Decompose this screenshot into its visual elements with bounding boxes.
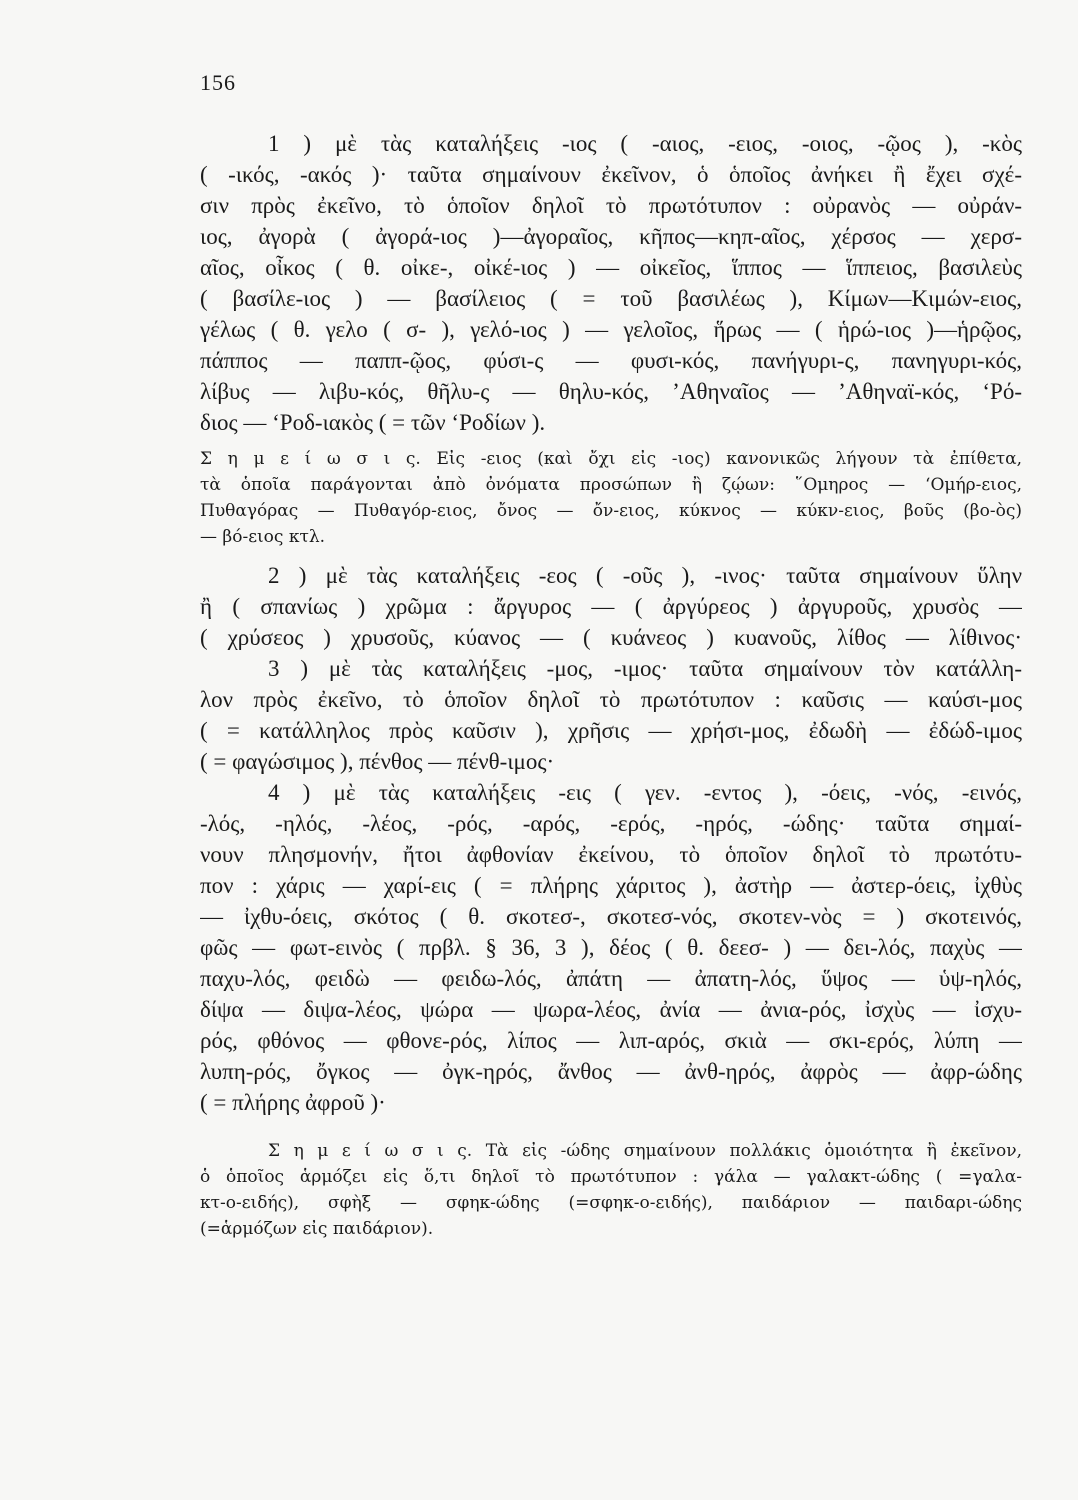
text-line: πον : χάρις — χαρί-εις ( = πλήρης χάριτος ), ἀστὴρ — ἀστερ-όεις, ἰχθὺς bbox=[200, 873, 1022, 898]
note-2 bbox=[200, 1138, 1022, 1242]
note-line: Σ η μ ε ί ω σ ι ς. Εἰς -ειος (καὶ ὄχι εἰς -ιος) κανονικῶς λήγουν τὰ ἐπίθετα, bbox=[200, 449, 1022, 469]
note-line: (=ἁρμόζων εἰς παιδάριον). bbox=[200, 1219, 434, 1239]
text-line: λίβυς — λιβυ-κός, θῆλυ-ς — θηλυ-κός, ’Αθηναῖος — ’Αθηναϊ-κός, ‘Ρό- bbox=[200, 379, 1022, 404]
note-line: τὰ ὁποῖα παράγονται ἀπὸ ὀνόματα προσώπων ἢ ζῴων: ῞Ομηρος — ‘Ομήρ-ειος, bbox=[200, 475, 1022, 495]
text-line: -λός, -ηλός, -λέος, -ρός, -αρός, -ερός, -ηρός, -ώδης· ταῦτα σημαί- bbox=[200, 811, 1022, 836]
text-line: ιος, ἀγορὰ ( ἀγορά-ιος )—ἀγοραῖος, κῆπος—κηπ-αῖος, χέρσος — χερσ- bbox=[200, 224, 1022, 249]
text-line: ρός, φθόνος — φθονε-ρός, λίπος — λιπ-αρός, σκιὰ — σκι-ερός, λύπη — bbox=[200, 1028, 1022, 1053]
text-line: ( = κατάλληλος πρὸς καῦσιν ), χρῆσις — χρήσι-μος, ἐδωδὴ — ἐδώδ-ιμος bbox=[200, 718, 1022, 743]
text-line: ἢ ( σπανίως ) χρῶμα : ἄργυρος — ( ἀργύρεος ) ἀργυροῦς, χρυσὸς — bbox=[200, 594, 1022, 619]
text-body bbox=[200, 128, 1022, 1252]
text-line: σιν πρὸς ἐκεῖνο, τὸ ὁποῖον δηλοῖ τὸ πρωτότυπον : οὐρανὸς — οὐράν- bbox=[200, 193, 1022, 218]
text-line: 3 ) μὲ τὰς καταλήξεις -μος, -ιμος· ταῦτα σημαίνουν τὸν κατάλλη- bbox=[268, 656, 1022, 681]
note-1 bbox=[200, 446, 1022, 550]
text-line: αῖος, οἶκος ( θ. οἰκε-, οἰκέ-ιος ) — οἰκεῖος, ἵππος — ἵππειος, βασιλεὺς bbox=[200, 255, 1022, 280]
text-line: γέλως ( θ. γελο ( σ- ), γελό-ιος ) — γελοῖος, ἥρως — ( ἡρώ-ιος )—ἡρῷος, bbox=[200, 317, 1022, 342]
note-line: Πυθαγόρας — Πυθαγόρ-ειος, ὄνος — ὄν-ειος, κύκνος — κύκν-ειος, βοῦς (βο-ὸς) bbox=[200, 501, 1022, 521]
section-1-ios-kos bbox=[200, 128, 1022, 438]
text-line: ( = φαγώσιμος ), πένθος — πένθ-ιμος· bbox=[200, 749, 555, 774]
text-line: ( χρύσεος ) χρυσοῦς, κύανος — ( κυάνεος ) κυανοῦς, λίθος — λίθινος· bbox=[200, 625, 1022, 650]
spacer bbox=[200, 1118, 1022, 1130]
note-line: Σ η μ ε ί ω σ ι ς. Τὰ εἰς -ώδης σημαίνουν πολλάκις ὁμοιότητα ἢ ἐκεῖνον, bbox=[268, 1141, 1022, 1161]
note-line: — βό-ειος κτλ. bbox=[200, 527, 326, 547]
text-line: 1 ) μὲ τὰς καταλήξεις -ιος ( -αιος, -ειος, -οιος, -ῷος ), -κὸς bbox=[268, 131, 1022, 156]
section-2-eos-inos bbox=[200, 560, 1022, 653]
text-line: πάππος — παππ-ῷος, φύσι-ς — φυσι-κός, πανήγυρι-ς, πανηγυρι-κός, bbox=[200, 348, 1022, 373]
text-line: ( = πλήρης ἀφροῦ )· bbox=[200, 1090, 386, 1115]
text-line: δίψα — διψα-λέος, ψώρα — ψωρα-λέος, ἀνία — ἀνια-ρός, ἰσχὺς — ἰσχυ- bbox=[200, 997, 1022, 1022]
text-line: λυπη-ρός, ὄγκος — ὀγκ-ηρός, ἄνθος — ἀνθ-ηρός, ἀφρὸς — ἀφρ-ώδης bbox=[200, 1059, 1022, 1084]
section-3-mos-imos bbox=[200, 653, 1022, 777]
text-line: διος — ‘Ροδ-ιακὸς ( = τῶν ‘Ροδίων ). bbox=[200, 410, 546, 435]
text-line: νουν πλησμονήν, ἤτοι ἀφθονίαν ἐκείνου, τὸ ὁποῖον δηλοῖ τὸ πρωτότυ- bbox=[200, 842, 1022, 867]
text-line: λον πρὸς ἐκεῖνο, τὸ ὁποῖον δηλοῖ τὸ πρωτότυπον : καῦσις — καύσι-μος bbox=[200, 687, 1022, 712]
section-4-eis-odes bbox=[200, 777, 1022, 1118]
text-line: ( βασίλε-ιος ) — βασίλειος ( = τοῦ βασιλέως ), Κίμων—Κιμών-ειος, bbox=[200, 286, 1022, 311]
text-line: 2 ) μὲ τὰς καταλήξεις -εος ( -οῦς ), -ινος· ταῦτα σημαίνουν ὕλην bbox=[268, 563, 1022, 588]
note-line: ὁ ὁποῖος ἁρμόζει εἰς ὅ,τι δηλοῖ τὸ πρωτότυπον : γάλα — γαλακτ-ώδης ( =γαλα- bbox=[200, 1167, 1022, 1187]
text-line: παχυ-λός, φειδὼ — φειδω-λός, ἀπάτη — ἀπατη-λός, ὕψος — ὑψ-ηλός, bbox=[200, 966, 1022, 991]
page-number: 156 bbox=[200, 70, 236, 95]
text-line: φῶς — φωτ-εινὸς ( πρβλ. § 36, 3 ), δέος ( θ. δεεσ- ) — δει-λός, παχὺς — bbox=[200, 935, 1022, 960]
note-line: κτ-ο-ειδής), σφὴξ — σφηκ-ώδης (=σφηκ-ο-ειδής), παιδάριον — παιδαρι-ώδης bbox=[200, 1193, 1022, 1213]
text-line: ( -ικός, -ακός )· ταῦτα σημαίνουν ἐκεῖνον, ὁ ὁποῖος ἀνήκει ἢ ἔχει σχέ- bbox=[200, 162, 1022, 187]
text-line: 4 ) μὲ τὰς καταλήξεις -εις ( γεν. -εντος ), -όεις, -νός, -εινός, bbox=[268, 780, 1022, 805]
text-line: — ἰχθυ-όεις, σκότος ( θ. σκοτεσ-, σκοτεσ-νός, σκοτεν-νὸς = ) σκοτεινός, bbox=[200, 904, 1022, 929]
